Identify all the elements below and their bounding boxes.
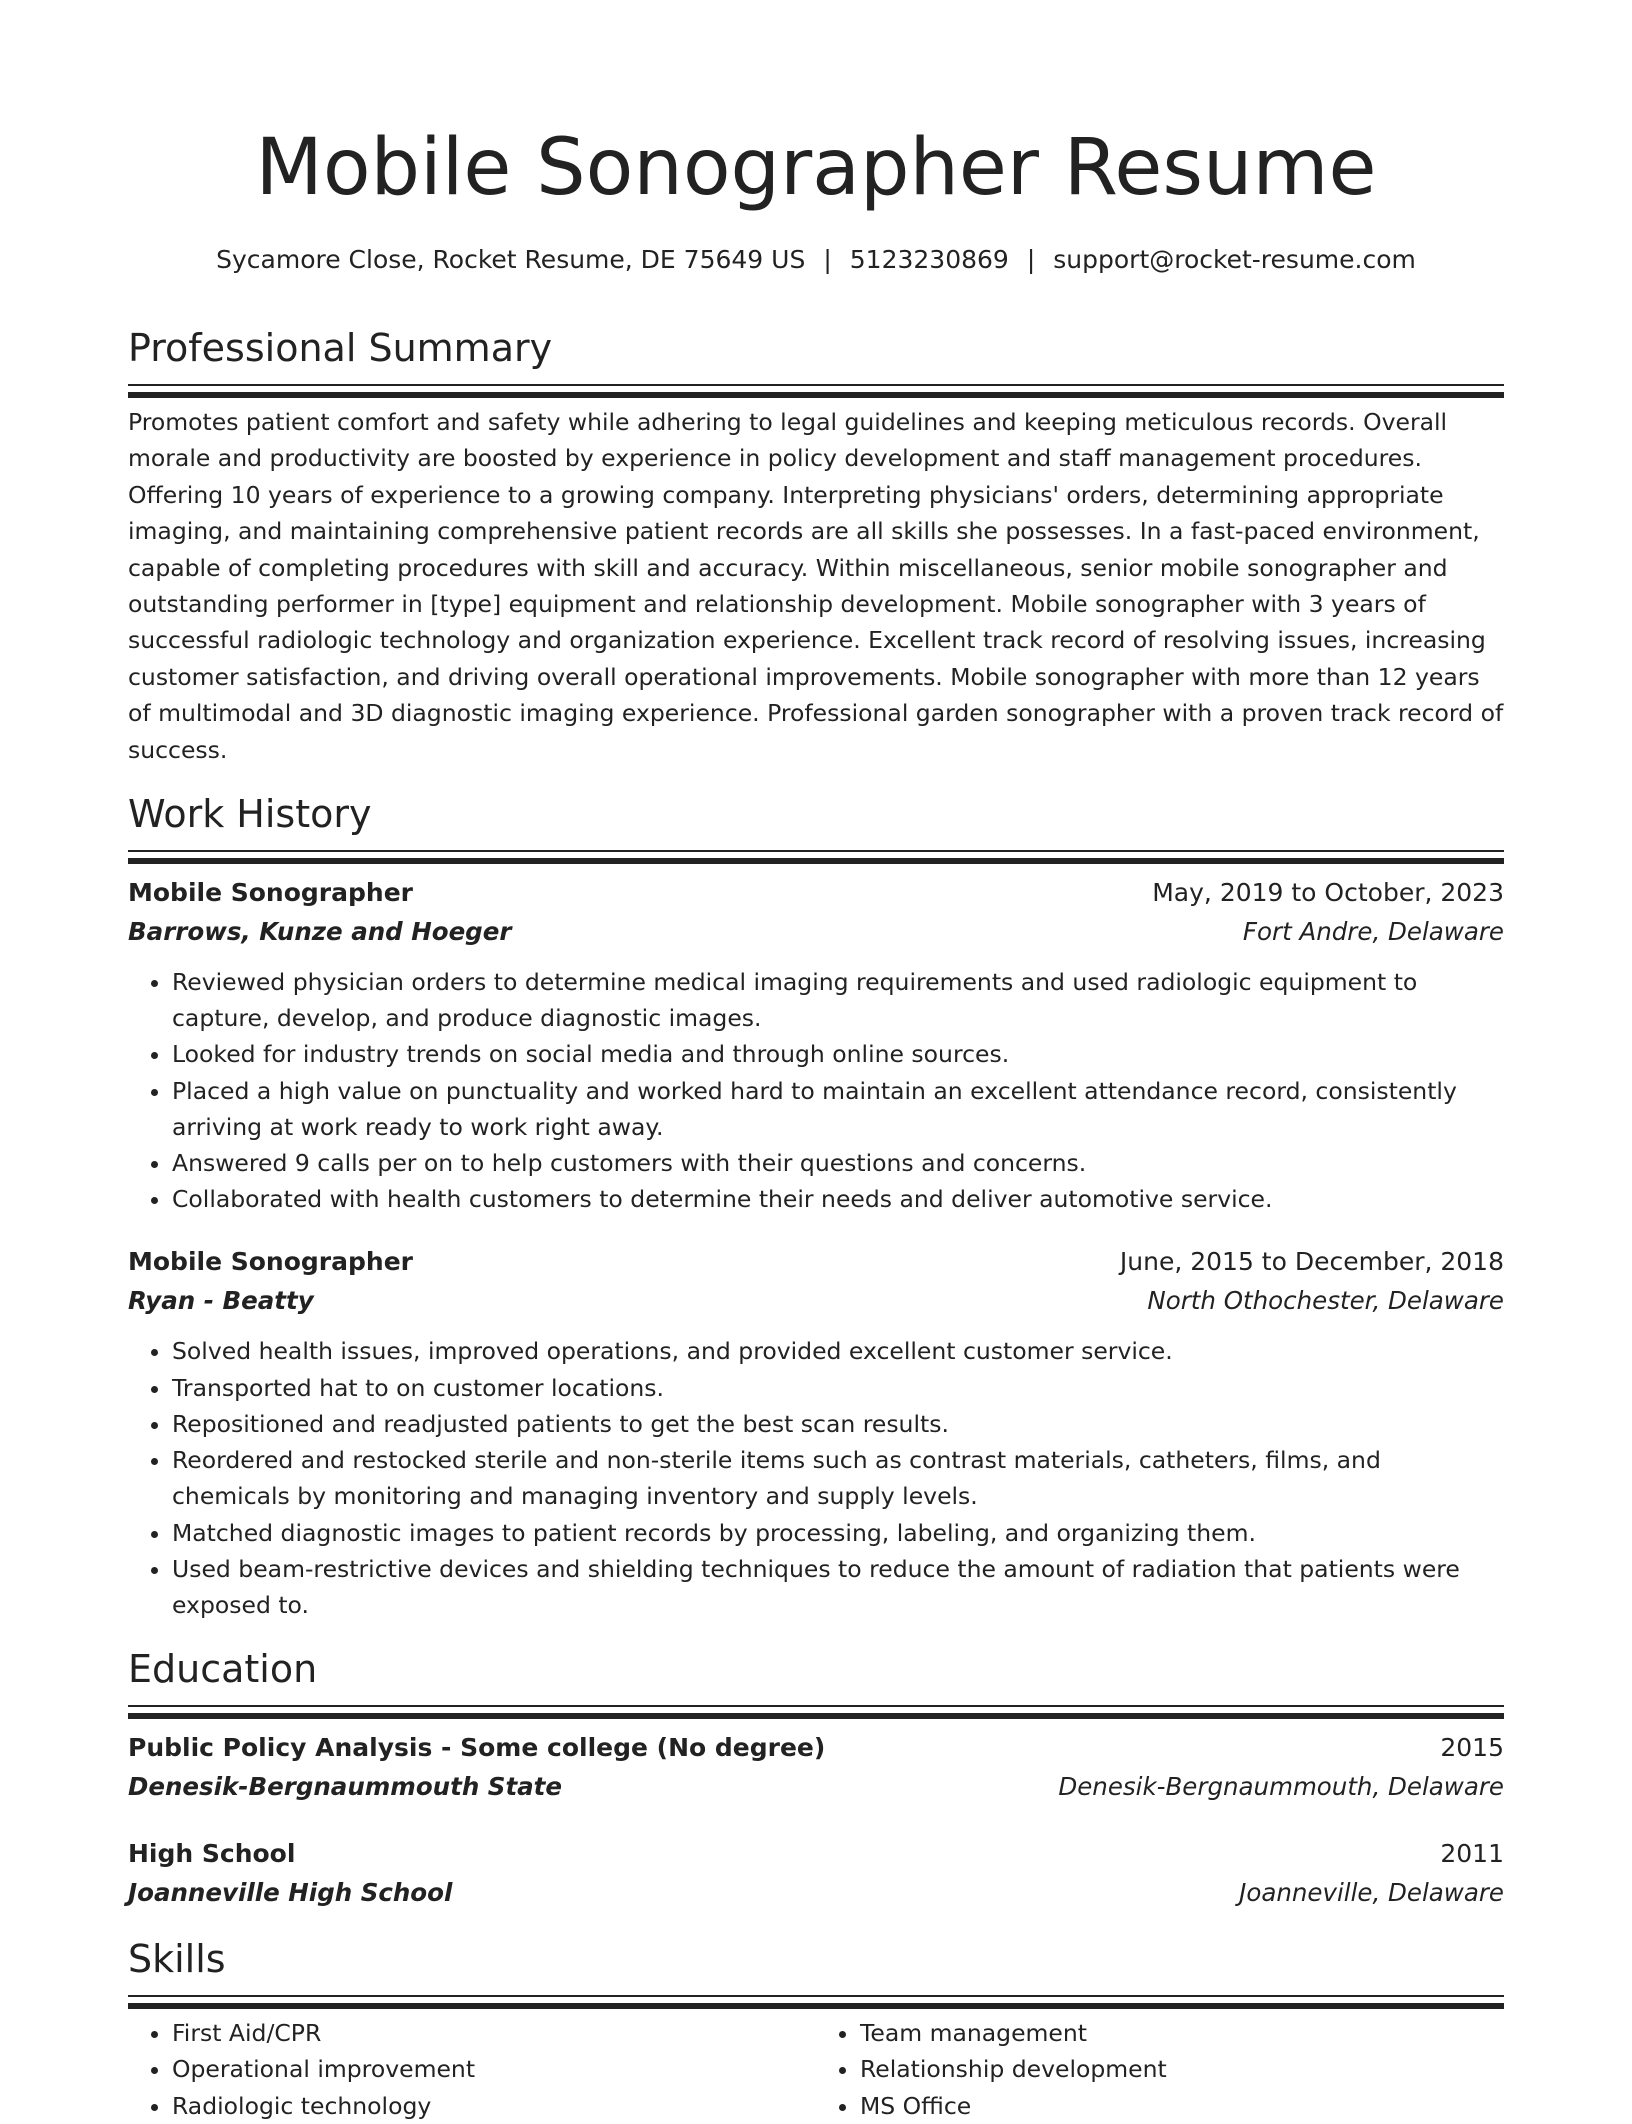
education-location: Denesik-Bergnaummouth, Delaware [1058,1772,1504,1802]
job-bullet: • Collaborated with health customers to determine their needs and deliver automotive service. [172,1181,1504,1217]
job-bullets [128,1333,1504,1623]
job-location: Fort Andre, Delaware [1242,917,1504,947]
contact-email: support@rocket-resume.com [1053,245,1416,274]
job-bullet: • Reordered and restocked sterile and non-sterile items such as contrast materials, catheters, films, and chemicals by monitoring and managing inventory and supply levels. [172,1442,1504,1514]
contact-address: Sycamore Close, Rocket Resume, DE 75649 US [216,245,806,274]
section-divider [128,384,1504,392]
section-divider [128,1705,1504,1713]
section-divider [128,1995,1504,2003]
contact-phone: 5123230869 [849,245,1009,274]
job-bullets [128,964,1504,1217]
job-entry [128,874,1504,1217]
job-bullet: • Solved health issues, improved operations, and provided excellent customer service. [172,1333,1504,1369]
job-bullet: • Used beam-restrictive devices and shielding techniques to reduce the amount of radiation that patients were exposed to. [172,1551,1504,1623]
skills-list [128,2015,1504,2124]
skills-section [128,1935,1504,2124]
education-school: Denesik-Bergnaummouth State [128,1772,563,1802]
job-bullet: • Looked for industry trends on social media and through online sources. [172,1036,1504,1072]
skill-item: • Team management [860,2015,1504,2051]
job-entry [128,1243,1504,1623]
page-title: Mobile Sonographer Resume [255,123,1377,213]
section-heading-skills: Skills [128,1937,226,1982]
skill-item: • Radiologic technology [172,2088,816,2124]
contact-separator: | [823,245,832,274]
education-section [128,1645,1504,1913]
education-school: Joanneville High School [128,1878,453,1908]
job-company: Ryan - Beatty [128,1286,314,1316]
education-location: Joanneville, Delaware [1239,1878,1504,1908]
education-year: 2011 [1440,1839,1504,1869]
section-heading-work-history: Work History [128,792,372,837]
skill-item: • Relationship development [860,2051,1504,2087]
skills-column-left [128,2015,816,2124]
summary-text: Promotes patient comfort and safety while adhering to legal guidelines and keeping meticulous records. Overall morale and productivity are boosted by experience in policy development and staff management procedures. Offering 10 years of experience to a growing company. Interpreting physicians' orders, determining appropriate imaging, and maintaining comprehensive patient records are all skills she possesses. In a fast-paced environment, capable of completing procedures with skill and accuracy. Within miscellaneous, senior mobile sonographer and outstanding performer in [type] equipment and relationship development. Mobile sonographer with 3 years of successful radiologic technology and organization experience. Excellent track record of resolving issues, increasing customer satisfaction, and driving overall operational improvements. Mobile sonographer with more than 12 years of multimodal and 3D diagnostic imaging experience. Professional garden sonographer with a proven track record of success. [128,408,1504,764]
job-title: Mobile Sonographer [128,878,413,908]
work-history-section [128,790,1504,1623]
education-degree: High School [128,1839,296,1869]
education-year: 2015 [1440,1733,1504,1763]
job-bullet: • Reviewed physician orders to determine medical imaging requirements and used radiologic equipment to capture, develop, and produce diagnostic images. [172,964,1504,1036]
education-degree: Public Policy Analysis - Some college (No degree) [128,1733,826,1763]
skill-item: • Operational improvement [172,2051,816,2087]
job-title: Mobile Sonographer [128,1247,413,1277]
section-heading-summary: Professional Summary [128,326,553,370]
skills-column-right [816,2015,1504,2124]
job-bullet: • Answered 9 calls per on to help customers with their questions and concerns. [172,1145,1504,1181]
education-entry [128,1729,1504,1807]
job-dates: May, 2019 to October, 2023 [1152,878,1504,908]
job-bullet: • Placed a high value on punctuality and worked hard to maintain an excellent attendance record, consistently arriving at work ready to work right away. [172,1073,1504,1145]
job-bullet: • Repositioned and readjusted patients to get the best scan results. [172,1406,1504,1442]
skill-item: • MS Office [860,2088,1504,2124]
job-dates: June, 2015 to December, 2018 [1119,1247,1504,1277]
job-bullet: • Transported hat to on customer locations. [172,1370,1504,1406]
job-bullet: • Matched diagnostic images to patient records by processing, labeling, and organizing them. [172,1515,1504,1551]
skill-item: • First Aid/CPR [172,2015,816,2051]
contact-separator: | [1026,245,1036,274]
education-entry [128,1835,1504,1913]
job-location: North Othochester, Delaware [1147,1286,1504,1316]
section-heading-education: Education [128,1647,318,1692]
job-company: Barrows, Kunze and Hoeger [128,917,512,947]
contact-line [128,242,1504,278]
section-divider [128,850,1504,858]
summary-section [128,324,1504,768]
